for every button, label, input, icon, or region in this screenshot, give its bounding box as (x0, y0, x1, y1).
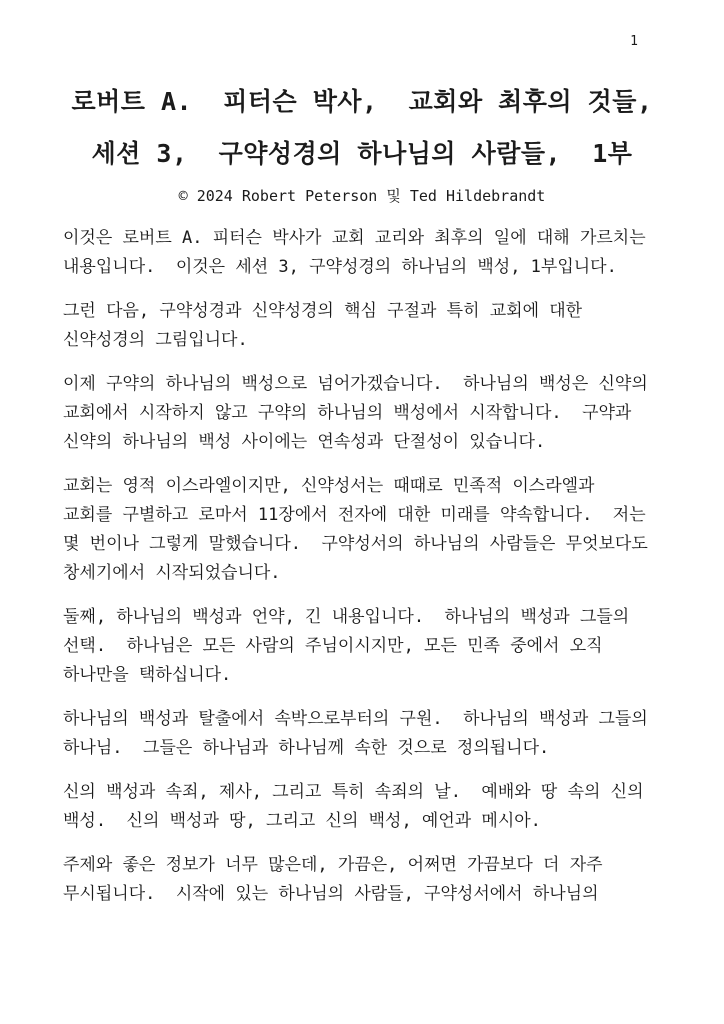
text-line: 하나님의 백성과 탈출에서 속박으로부터의 구원. 하나님의 백성과 그들의 (63, 709, 648, 729)
document-body (63, 224, 675, 909)
text-line: 몇 번이나 그렇게 말했습니다. 구약성서의 하나님의 사람들은 무엇보다도 (63, 534, 648, 554)
title-line-1: 로버트 A. 피터슨 박사, 교회와 최후의 것들, (71, 87, 653, 116)
paragraph (63, 603, 675, 690)
paragraph (63, 705, 675, 763)
paragraph (63, 851, 675, 909)
text-line: 내용입니다. 이것은 세션 3, 구약성경의 하나님의 백성, 1부입니다. (63, 257, 617, 277)
text-line: 무시됩니다. 시작에 있는 하나님의 사람들, 구약성서에서 하나님의 (63, 884, 599, 904)
paragraph (63, 370, 675, 457)
text-line: 신약성경의 그림입니다. (63, 330, 248, 350)
text-line: 신약의 하나님의 백성 사이에는 연속성과 단절성이 있습니다. (63, 432, 546, 452)
text-line: 교회를 구별하고 로마서 11장에서 전자에 대한 미래를 약속합니다. 저는 (63, 505, 646, 525)
page-number: 1 (630, 34, 638, 49)
document-title (0, 0, 724, 180)
text-line: 주제와 좋은 정보가 너무 많은데, 가끔은, 어쩌면 가끔보다 더 자주 (63, 855, 603, 875)
paragraph (63, 472, 675, 588)
copyright-line: © 2024 Robert Peterson 및 Ted Hildebrandt (178, 187, 546, 205)
text-line: 신의 백성과 속죄, 제사, 그리고 특히 속죄의 날. 예배와 땅 속의 신의 (63, 782, 644, 802)
text-line: 창세기에서 시작되었습니다. (63, 563, 281, 583)
text-line: 그런 다음, 구약성경과 신약성경의 핵심 구절과 특히 교회에 대한 (63, 301, 583, 321)
text-line: 이것은 로버트 A. 피터슨 박사가 교회 교리와 최후의 일에 대해 가르치는 (63, 228, 646, 248)
text-line: 교회는 영적 이스라엘이지만, 신약성서는 때때로 민족적 이스라엘과 (63, 476, 595, 496)
text-line: 교회에서 시작하지 않고 구약의 하나님의 백성에서 시작합니다. 구약과 (63, 403, 632, 423)
title-line-2: 세션 3, 구약성경의 하나님의 사람들, 1부 (91, 139, 633, 168)
text-line: 하나만을 택하십니다. (63, 665, 232, 685)
text-line: 백성. 신의 백성과 땅, 그리고 신의 백성, 예언과 메시아. (63, 811, 541, 831)
text-line: 하나님. 그들은 하나님과 하나님께 속한 것으로 정의됩니다. (63, 738, 550, 758)
text-line: 둘째, 하나님의 백성과 언약, 긴 내용입니다. 하나님의 백성과 그들의 (63, 607, 630, 627)
text-line: 선택. 하나님은 모든 사람의 주님이시지만, 모든 민족 중에서 오직 (63, 636, 603, 656)
paragraph (63, 297, 675, 355)
paragraph (63, 778, 675, 836)
paragraph (63, 224, 675, 282)
text-line: 이제 구약의 하나님의 백성으로 넘어가겠습니다. 하나님의 백성은 신약의 (63, 374, 648, 394)
